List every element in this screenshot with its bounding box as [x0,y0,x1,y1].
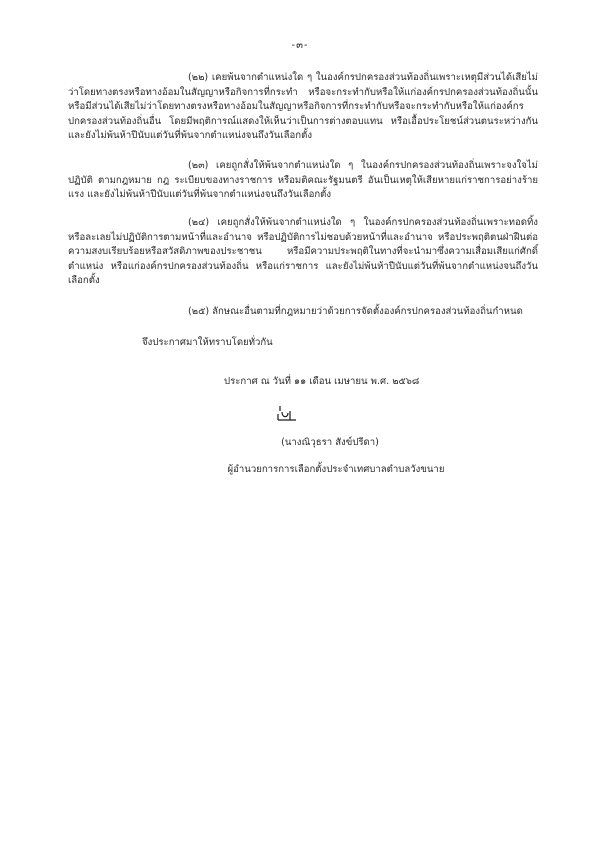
signer-title: ผู้อำนวยการการเลือกตั้งประจำเทศบาลตำบลวังขนาย [227,464,445,475]
clause-22: (๒๒) เคยพ้นจากตำแหน่งใด ๆ ในองค์กรปกครองส่วนท้องถิ่นเพราะเหตุมีส่วนได้เสียไม่ว่าโดยทางตรงหรือทางอ้อมในสัญญาหรือกิจการที่กระทำ หรือจะกระทำกับหรือให้แก่องค์กรปกครองส่วนท้องถิ่นนั้น หรือมีส่วนได้เสียไม่ว่าโดยทางตรงหรือทางอ้อมในสัญญาหรือกิจการที่กระทำกับหรือจะกระทำกับหรือให้แก่องค์กรปกครองส่วนท้องถิ่นอื่น โดยมีพฤติการณ์แสดงให้เห็นว่าเป็นการต่างตอบแทน หรือเอื้อประโยชน์ส่วนตนระหว่างกัน และยังไม่พ้นห้าปีนับแต่วันที่พ้นจากตำแหน่งจนถึงวันเลือกตั้ง [68,72,538,142]
clause-25: (๒๕) ลักษณะอื่นตามที่กฎหมายว่าด้วยการจัดตั้งองค์กรปกครองส่วนท้องถิ่นกำหนด [188,306,523,317]
clause-23: (๒๓) เคยถูกสั่งให้พ้นจากตำแหน่งใด ๆ ในองค์กรปกครองส่วนท้องถิ่นเพราะจงใจไม่ปฏิบัติ ตามกฎหมาย กฎ ระเบียบของทางราชการ หรือมติคณะรัฐมนตรี อันเป็นเหตุให้เสียหายแก่ราชการอย่างร้ายแรง และยังไม่พ้นห้าปีนับแต่วันที่พ้นจากตำแหน่งจนถึงวันเลือกตั้ง [68,160,538,201]
handwritten-signature [276,402,356,424]
announcement-text: จึงประกาศมาให้ทราบโดยทั่วกัน [142,337,273,348]
page-number: -๓- [291,40,309,51]
clause-24: (๒๔) เคยถูกสั่งให้พ้นจากตำแหน่งใด ๆ ในองค์กรปกครองส่วนท้องถิ่นเพราะทอดทิ้งหรือละเลยไม่ปฏิบัติการตามหน้าที่และอำนาจ หรือปฏิบัติการไม่ชอบด้วยหน้าที่และอำนาจ หรือประพฤติตนฝ่าฝืนต่อความสงบเรียบร้อยหรือสวัสดิภาพของประชาชน หรือมีความประพฤติในทางที่จะนำมาซึ่งความเสื่อมเสียแก่ศักดิ์ตำแหน่ง หรือแก่องค์กรปกครองส่วนท้องถิ่น หรือแก่ราชการ และยังไม่พ้นห้าปีนับแต่วันที่พ้นจากตำแหน่งจนถึงวันเลือกตั้ง [68,217,538,287]
signer-name: (นางณิวุธรา สังข์ปรีดา) [281,437,379,448]
announcement-date: ประกาศ ณ วันที่ ๑๑ เดือน เมษายน พ.ศ. ๒๕๖๘ [224,376,420,387]
